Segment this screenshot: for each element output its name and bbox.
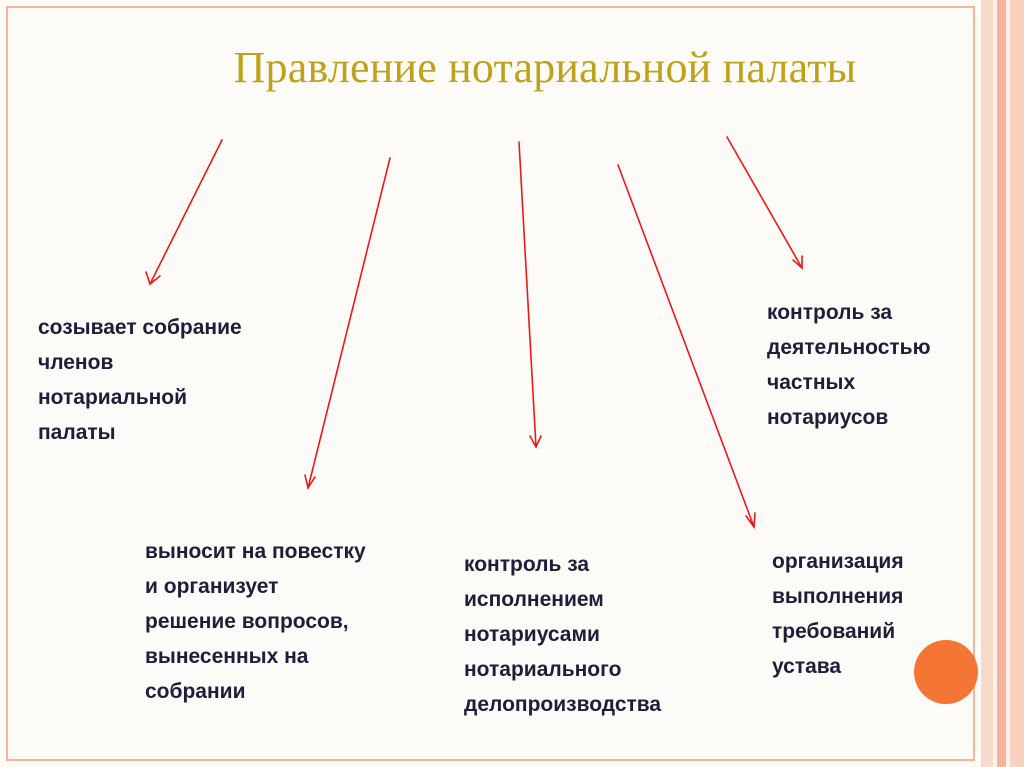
node-line: нотариального bbox=[464, 658, 622, 681]
node-convene bbox=[38, 310, 242, 450]
node-line: палаты bbox=[38, 421, 116, 444]
node-line: нотариусов bbox=[767, 406, 889, 429]
node-agenda bbox=[145, 534, 366, 709]
node-line: вынесенных на bbox=[145, 645, 309, 668]
node-line: членов bbox=[38, 351, 114, 374]
node-line: частных bbox=[767, 371, 856, 394]
node-line: решение вопросов, bbox=[145, 610, 349, 633]
node-line: созывает собрание bbox=[38, 316, 242, 339]
node-line: требований bbox=[772, 620, 896, 643]
arrow-to-records bbox=[519, 142, 541, 447]
arrow-to-agenda bbox=[305, 158, 390, 488]
node-line: нотариусами bbox=[464, 623, 600, 646]
decor-circle bbox=[914, 640, 978, 704]
node-line: выполнения bbox=[772, 585, 904, 608]
diagram-title: Правление нотариальной палаты bbox=[233, 43, 857, 92]
arrow-to-charter bbox=[618, 165, 755, 527]
node-line: исполнением bbox=[464, 588, 604, 611]
node-private bbox=[767, 295, 931, 435]
node-line: выносит на повестку bbox=[145, 540, 366, 563]
node-charter bbox=[772, 544, 904, 684]
node-line: контроль за bbox=[464, 553, 590, 576]
arrow-to-convene bbox=[146, 140, 222, 284]
node-line: организация bbox=[772, 550, 904, 573]
node-line: и организует bbox=[145, 575, 279, 598]
node-records bbox=[464, 547, 661, 722]
arrow-to-private bbox=[727, 137, 802, 268]
node-line: контроль за bbox=[767, 301, 893, 324]
node-line: собрании bbox=[145, 680, 246, 703]
node-line: устава bbox=[772, 655, 842, 678]
node-line: деятельностью bbox=[767, 336, 931, 359]
node-line: делопроизводства bbox=[464, 693, 662, 716]
node-line: нотариальной bbox=[38, 386, 188, 409]
